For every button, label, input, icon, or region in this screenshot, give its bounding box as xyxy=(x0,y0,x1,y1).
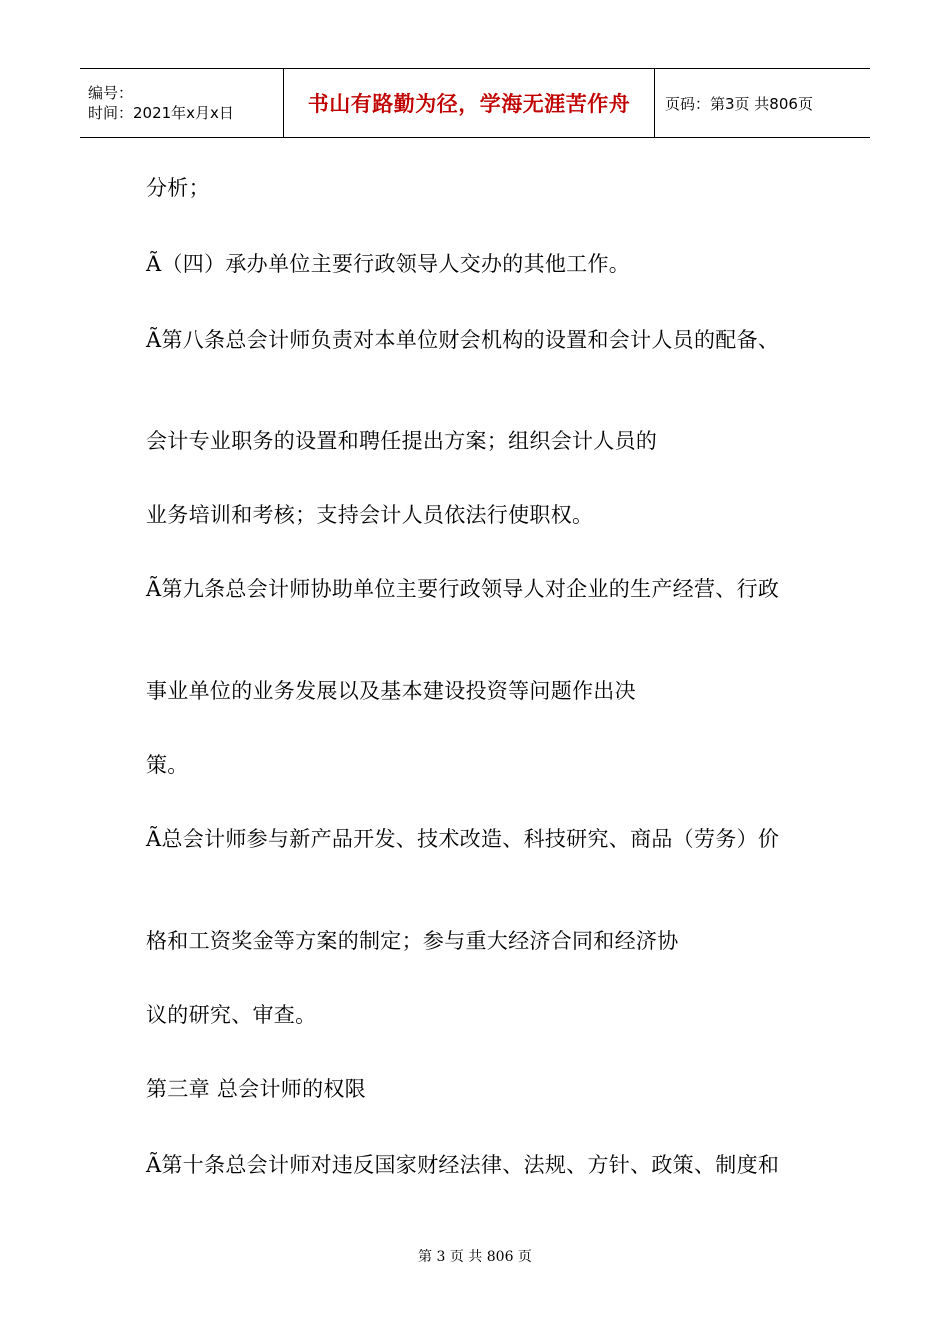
body-line: 会计专业职务的设置和聘任提出方案；组织会计人员的 xyxy=(146,429,658,453)
body-line: Ã（四）承办单位主要行政领导人交办的其他工作。 xyxy=(146,252,631,276)
footer-page-text: 第 3 页 共 806 页 xyxy=(418,1249,532,1265)
header-page-number xyxy=(655,69,870,137)
chapter-heading: 第三章 总会计师的权限 xyxy=(146,1077,366,1101)
body-line: Ã第八条总会计师负责对本单位财会机构的设置和会计人员的配备、 xyxy=(146,328,780,352)
motto-text: 书山有路勤为径，学海无涯苦作舟 xyxy=(307,92,631,116)
body-line: Ã总会计师参与新产品开发、技术改造、科技研究、商品（劳务）价 xyxy=(146,827,780,851)
body-line: 格和工资奖金等方案的制定；参与重大经济合同和经济协 xyxy=(146,929,679,953)
body-line: 策。 xyxy=(146,753,189,777)
page-number-label: 页码：第3页 共806页 xyxy=(665,94,813,113)
body-line: Ã第十条总会计师对违反国家财经法律、法规、方针、政策、制度和 xyxy=(146,1153,780,1177)
header-meta xyxy=(80,69,283,137)
body-line: 业务培训和考核；支持会计人员依法行使职权。 xyxy=(146,503,594,527)
body-line: 分析； xyxy=(146,176,210,200)
header-motto xyxy=(283,69,655,137)
document-number-label: 编号： xyxy=(88,84,134,102)
document-date-label: 时间：2021年x月x日 xyxy=(88,104,234,122)
page-header xyxy=(80,68,870,138)
body-line: 议的研究、审查。 xyxy=(146,1003,317,1027)
body-line: Ã第九条总会计师协助单位主要行政领导人对企业的生产经营、行政 xyxy=(146,577,780,601)
body-line: 事业单位的业务发展以及基本建设投资等问题作出决 xyxy=(146,679,636,703)
page-footer xyxy=(0,1246,950,1266)
